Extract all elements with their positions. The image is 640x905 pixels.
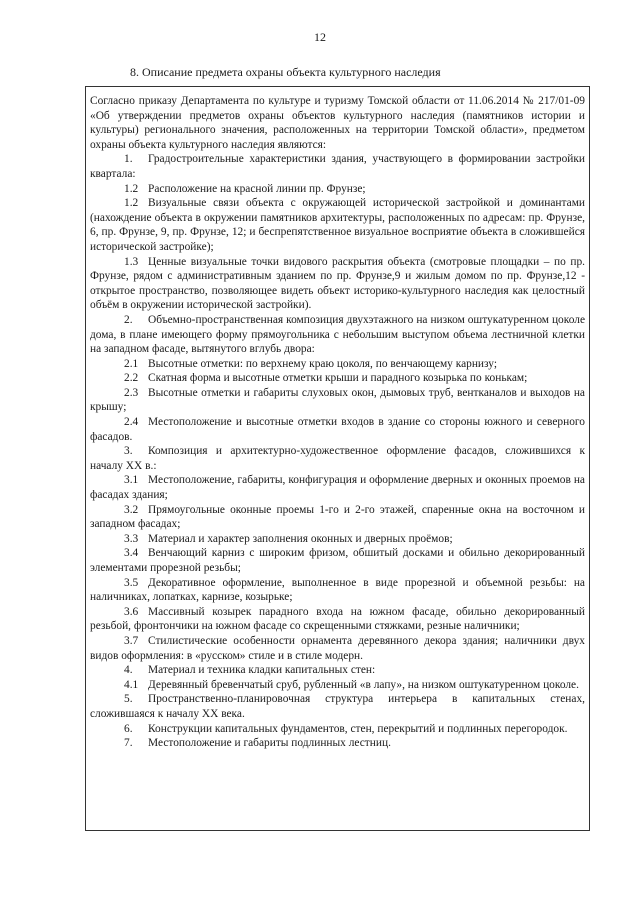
item-text: Местоположение и высотные отметки входов в здание со стороны южного и северного фасадов. (90, 416, 585, 443)
protection-item (90, 736, 585, 751)
item-text: Высотные отметки и габариты слуховых окон, дымовых труб, вентканалов и выходов на крышу; (90, 386, 585, 414)
document-text (90, 94, 585, 751)
item-number: 7. (124, 737, 133, 750)
item-number: 3.1 (124, 474, 139, 487)
protection-item (90, 357, 585, 372)
protection-item (90, 634, 585, 663)
item-text: Композиция и архитектурно-художественное оформление фасадов, сложившихся к началу XX в.: (90, 445, 585, 472)
protection-item (90, 313, 585, 357)
item-number: 2. (124, 313, 133, 326)
protection-item (90, 196, 585, 254)
item-text: Венчающий карниз с широким фризом, обшитый досками и обильно декорированный элементами прорезной резьбы; (90, 547, 585, 574)
item-number: 3.5 (124, 576, 139, 589)
item-text: Объемно-пространственная композиция двухэтажного на низком оштукатуренном цоколе дома, в плане имеющего форму прямоугольника с небольшим выступом объема лестничной клетки на западном фасаде, вытянутого вглубь двора: (90, 313, 585, 356)
protection-item (90, 576, 585, 605)
protection-item (90, 663, 585, 678)
item-text: Ценные визуальные точки видового раскрытия объекта (смотровые площадки – по пр. Фрунзе, рядом с административным зданием по пр. Фрунзе,9 и жилым домом по пр. Фрунзе,12 - открытое пространство, позволяющее видеть объект историко-культурного наследия как целостный объём в окружении исторической застройки). (90, 255, 585, 312)
item-number: 4. (124, 664, 133, 677)
protection-item (90, 371, 585, 386)
item-number: 3.2 (124, 503, 139, 516)
item-number: 4.1 (124, 678, 139, 691)
protection-item (90, 182, 585, 197)
protection-item (90, 503, 585, 532)
item-number: 2.1 (124, 357, 139, 370)
item-text: Деревянный бревенчатый сруб, рубленный «в лапу», на низком оштукатуренном цоколе. (148, 678, 579, 691)
section-title: 8. Описание предмета охраны объекта культурного наследия (130, 65, 441, 79)
protection-item (90, 255, 585, 313)
item-text: Визуальные связи объекта с окружающей исторической застройкой и доминантами (нахождение объекта в окружении памятников архитектуры, расположенных по адресам: пр. Фрунзе, 6, пр. Фрунзе, 9, пр. Фрунзе, 12; и беспрепятственное визуальное восприятие объекта в сложившейся исторической застройке); (90, 197, 585, 253)
item-number: 6. (124, 722, 133, 735)
protection-item (90, 152, 585, 181)
item-number: 1.2 (124, 182, 139, 195)
protection-item (90, 722, 585, 737)
item-text: Материал и техника кладки капитальных стен: (148, 664, 376, 677)
protection-item (90, 605, 585, 634)
item-text: Прямоугольные оконные проемы 1-го и 2-го этажей, спаренные окна на восточном и западном фасадах; (90, 503, 585, 531)
item-number: 3.3 (124, 532, 139, 545)
item-number: 1. (124, 153, 133, 166)
item-text: Высотные отметки: по верхнему краю цоколя, по венчающему карнизу; (148, 357, 497, 370)
item-text: Стилистические особенности орнамента деревянного декора здания; наличники двух видов оформления: в «русском» стиле и в стиле модерн. (90, 634, 585, 662)
item-text: Материал и характер заполнения оконных и дверных проёмов; (148, 532, 453, 545)
protection-item (90, 532, 585, 547)
protection-subject-box (85, 86, 590, 831)
page-number: 12 (314, 30, 326, 44)
protection-item (90, 473, 585, 502)
item-number: 3.4 (124, 547, 139, 560)
item-number: 5. (124, 693, 133, 706)
protection-item (90, 386, 585, 415)
item-number: 1.2 (124, 197, 139, 210)
item-number: 3.6 (124, 605, 139, 618)
item-text: Конструкции капитальных фундаментов, стен, перекрытий и подлинных перегородок. (148, 722, 568, 735)
item-number: 2.2 (124, 372, 139, 385)
item-text: Декоративное оформление, выполненное в виде прорезной и объемной резьбы: на наличниках, лопатках, карнизе, козырьке; (90, 576, 585, 604)
protection-items-list (90, 152, 585, 750)
item-number: 2.3 (124, 386, 139, 399)
item-number: 1.3 (124, 255, 139, 268)
item-text: Расположение на красной линии пр. Фрунзе; (148, 182, 366, 195)
item-text: Местоположение и габариты подлинных лестниц. (148, 737, 391, 750)
protection-item (90, 678, 585, 693)
protection-item (90, 546, 585, 575)
item-text: Местоположение, габариты, конфигурация и оформление дверных и оконных проемов на фасадах здания; (90, 474, 585, 502)
protection-item (90, 444, 585, 473)
item-text: Градостроительные характеристики здания, участвующего в формировании застройки квартала: (90, 153, 585, 180)
item-number: 2.4 (124, 416, 139, 429)
protection-item (90, 415, 585, 444)
item-text: Скатная форма и высотные отметки крыши и парадного козырька по конькам; (148, 372, 528, 385)
item-number: 3.7 (124, 634, 139, 647)
protection-item (90, 692, 585, 721)
item-text: Массивный козырек парадного входа на южном фасаде, обильно декорированный резьбой, фронтончики на южном фасаде со скрещенными стяжками, резные наличники; (90, 605, 585, 633)
intro-paragraph: Согласно приказу Департамента по культуре и туризму Томской области от 11.06.2014 № 217/01-09 «Об утверждении предметов охраны объектов культурного наследия (памятников истории и культуры) регионального значения, расположенных на территории Томской области», предметом охраны объекта культурного наследия являются: (90, 95, 585, 151)
item-text: Пространственно-планировочная структура интерьера в капитальных стенах, сложившаяся к началу XX века. (90, 693, 585, 720)
item-number: 3. (124, 445, 133, 458)
